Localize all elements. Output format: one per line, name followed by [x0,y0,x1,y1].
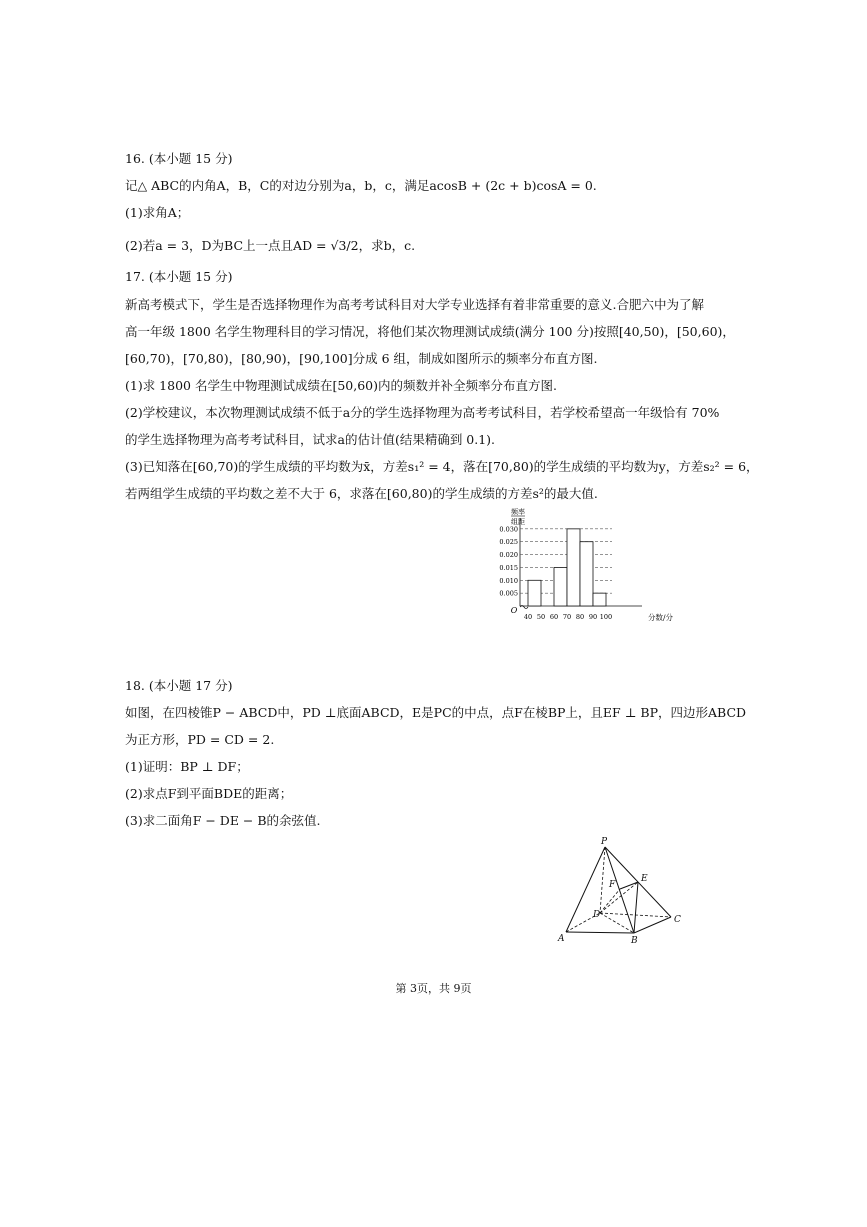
q18-header: 18. (本小题 17 分) [125,678,233,693]
label-C: C [674,915,681,925]
y-tick-label: 0.030 [499,525,518,534]
q16-part1: (1)求角A； [125,205,190,220]
q16-header: 16. (本小题 15 分) [125,151,233,166]
y-axis-label-bottom: 组距 [511,518,525,526]
q16-part2: (2)若a = 3，D为BC上一点且AD = √3/2，求b，c. [125,238,416,253]
q17-part3-line1: (3)已知落在[60,70)的学生成绩的平均数为x̄，方差s₁² = 4，落在[70,80)的学生成绩的平均数为y，方差s₂² = 6， [125,459,759,474]
x-tick-label: 50 [536,613,546,621]
x-axis-label: 分数/分 [648,613,674,622]
q17-stem-line3: [60,70)，[70,80)，[80,90)，[90,100]分成 6 组，制成如图所示的频率分布直方图. [125,351,598,366]
label-P: P [601,837,608,847]
x-tick-label: 40 [523,613,533,621]
edge-BC [634,917,671,933]
q17-stem-line2: 高一年级 1800 名学生物理科目的学习情况，将他们某次物理测试成绩(满分 100 分)按照[40,50)，[50,60)， [125,324,735,339]
x-tick-label: 100 [599,613,613,621]
pyramid-figure [553,833,688,948]
y-tick-label: 0.020 [499,551,518,560]
x-tick-label: 60 [549,613,559,621]
y-tick-label: 0.025 [499,538,518,547]
y-tick-label: 0.015 [499,563,518,572]
histogram-bar [580,542,593,606]
diagonal-DB-hidden [600,913,634,933]
histogram-bar [567,529,580,606]
label-F: F [609,880,616,890]
y-axis-label-top: 频率 [511,508,525,516]
q16-stem: 记△ ABC的内角A，B，C的对边分别为a，b，c，满足acosB + (2c + b)cosA = 0. [125,178,597,193]
q17-stem-line1: 新高考模式下，学生是否选择物理作为高考考试科目对大学专业选择有着非常重要的意义.合肥六中为了解 [125,297,704,312]
histogram-bar [528,580,541,606]
q18-part2: (2)求点F到平面BDE的距离； [125,786,293,801]
page-footer: 第 3页，共 9页 [395,982,472,995]
q18-stem-line1: 如图，在四棱锥P − ABCD中，PD ⊥底面ABCD，E是PC的中点，点F在棱BP上，且EF ⊥ BP，四边形ABCD [125,705,747,720]
histogram-bar [554,567,567,606]
label-A: A [558,934,565,944]
q17-part2-line1: (2)学校建议，本次物理测试成绩不低于a分的学生选择物理为高考考试科目，若学校希望高一年级恰有 70% [125,405,720,420]
label-D: D [593,910,601,920]
segment-DF-hidden [600,889,620,913]
x-tick-label: 80 [575,613,585,621]
histogram-bar [593,593,606,606]
q17-header: 17. (本小题 15 分) [125,269,233,284]
q18-part3: (3)求二面角F − DE − B的余弦值. [125,813,321,828]
edge-AB [566,932,634,933]
q17-part3-line2: 若两组学生成绩的平均数之差不大于 6，求落在[60,80)的学生成绩的方差s²的最大值. [125,486,598,501]
q18-stem-line2: 为正方形，PD = CD = 2. [125,732,275,747]
y-tick-label: 0.005 [499,589,518,598]
segment-DE-hidden [600,882,638,913]
y-tick-label: 0.010 [499,576,518,585]
q17-part1: (1)求 1800 名学生中物理测试成绩在[50,60)内的频数并补全频率分布直方图. [125,378,557,393]
frequency-histogram [490,505,680,630]
q18-part1: (1)证明：BP ⊥ DF； [125,759,249,774]
q17-part2-line2: 的学生选择物理为高考考试科目，试求a的估计值(结果精确到 0.1). [125,432,496,447]
label-E: E [641,874,648,884]
x-tick-label: 70 [562,613,572,621]
label-B: B [631,936,638,946]
segment-EF [620,882,638,889]
origin-label: O [510,606,518,615]
segment-EB [634,882,638,933]
x-tick-label: 90 [588,613,598,621]
